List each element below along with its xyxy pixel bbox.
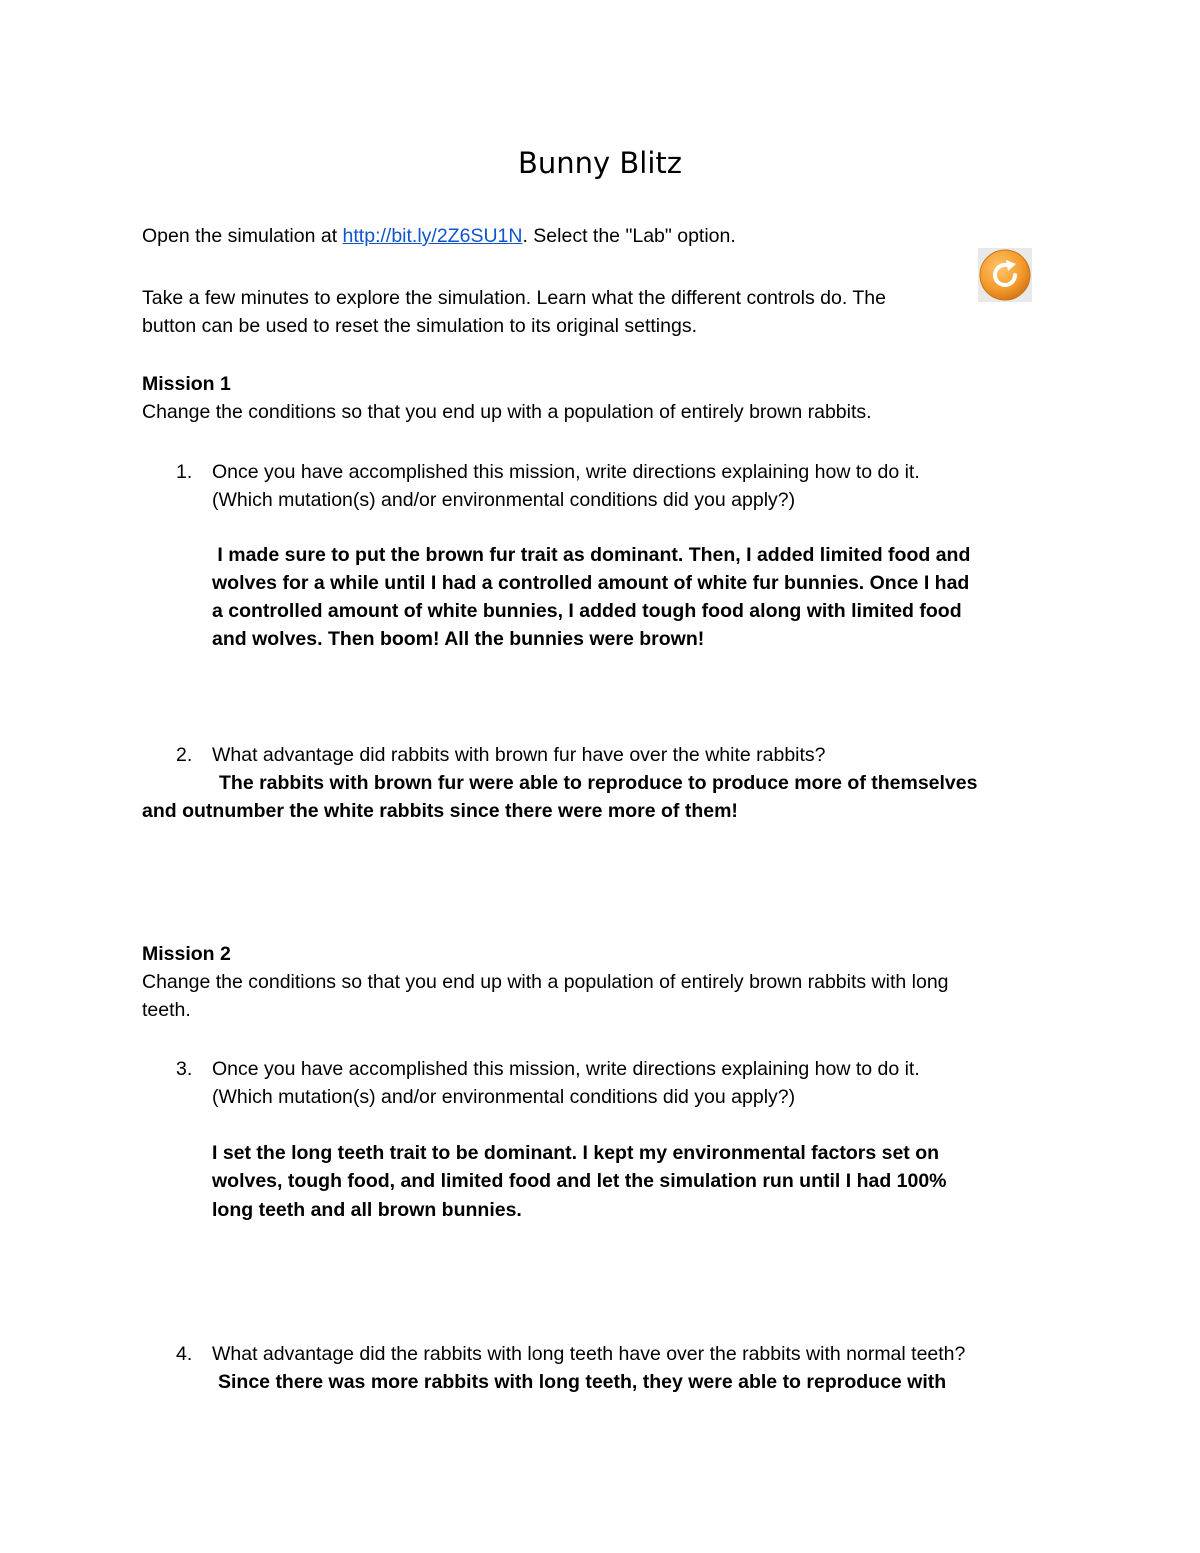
question-1-line-1: Once you have accomplished this mission, write directions explaining how to do it. [212, 461, 920, 483]
reset-refresh-icon [978, 248, 1032, 302]
answer-1-line-1: I made sure to put the brown fur trait as dominant. Then, I added limited food and [212, 544, 971, 566]
mission-2-heading: Mission 2 [142, 943, 231, 965]
mission-1-heading: Mission 1 [142, 373, 231, 395]
intro-explore-line-2: button can be used to reset the simulation to its original settings. [142, 315, 697, 337]
question-1-line-2: (Which mutation(s) and/or environmental conditions did you apply?) [212, 489, 796, 511]
answer-1-line-2: wolves for a while until I had a controlled amount of white fur bunnies. Once I had [212, 572, 970, 594]
answer-3-line-3: long teeth and all brown bunnies. [212, 1199, 522, 1221]
document-title: Bunny Blitz [517, 146, 683, 180]
question-4-number: 4. [176, 1343, 193, 1365]
question-2-number: 2. [176, 744, 193, 766]
question-4-line-1: What advantage did the rabbits with long teeth have over the rabbits with normal teeth? [212, 1343, 966, 1365]
answer-3-line-2: wolves, tough food, and limited food and let the simulation run until I had 100% [212, 1170, 947, 1192]
answer-4-line-1: Since there was more rabbits with long teeth, they were able to reproduce with [218, 1371, 947, 1393]
answer-3-line-1: I set the long teeth trait to be dominant. I kept my environmental factors set on [212, 1142, 940, 1164]
intro-explore-line-1: Take a few minutes to explore the simulation. Learn what the different controls do. The [142, 287, 886, 309]
mission-2-description-line-2: teeth. [142, 999, 191, 1021]
answer-1-line-4: and wolves. Then boom! All the bunnies were brown! [212, 628, 705, 650]
intro-open-prefix: Open the simulation at [142, 225, 343, 247]
question-1-number: 1. [176, 461, 193, 483]
question-3-number: 3. [176, 1058, 193, 1080]
intro-open-suffix: . Select the "Lab" option. [522, 225, 736, 247]
answer-1-line-3: a controlled amount of white bunnies, I added tough food along with limited food [212, 600, 962, 622]
mission-2-description-line-1: Change the conditions so that you end up with a population of entirely brown rabbits with long [142, 971, 949, 993]
simulation-link[interactable]: http://bit.ly/2Z6SU1N [342, 225, 523, 247]
question-2-line-1: What advantage did rabbits with brown fur have over the white rabbits? [212, 744, 826, 766]
question-3-line-2: (Which mutation(s) and/or environmental conditions did you apply?) [212, 1086, 796, 1108]
answer-2-line-1: The rabbits with brown fur were able to reproduce to produce more of themselves [219, 772, 978, 794]
answer-2-line-2: and outnumber the white rabbits since there were more of them! [142, 800, 738, 822]
intro-open-line [142, 222, 736, 250]
mission-1-description: Change the conditions so that you end up with a population of entirely brown rabbits. [142, 401, 872, 423]
question-3-line-1: Once you have accomplished this mission, write directions explaining how to do it. [212, 1058, 920, 1080]
